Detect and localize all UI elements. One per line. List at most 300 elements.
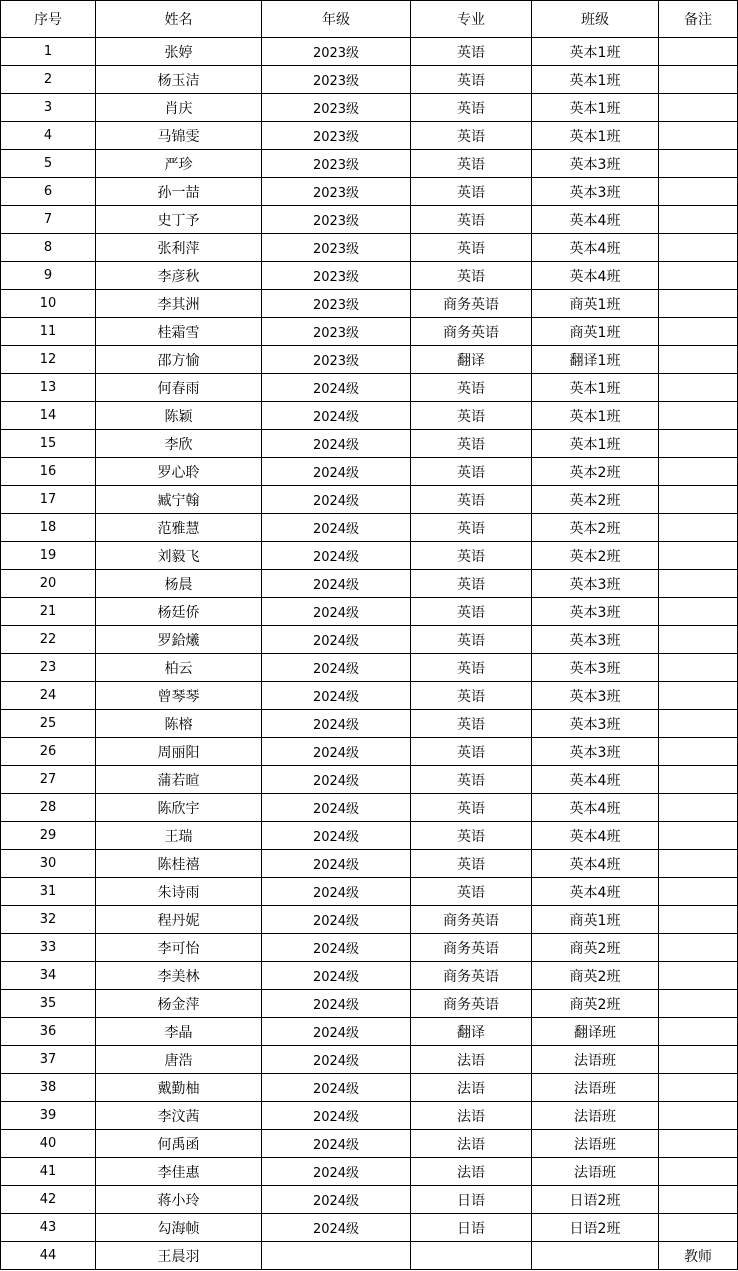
cell-name: 蒲若暄 <box>96 766 262 794</box>
header-index: 序号 <box>1 1 96 38</box>
cell-note <box>659 682 738 710</box>
cell-class: 英本1班 <box>532 38 659 66</box>
cell-major: 英语 <box>411 94 532 122</box>
cell-grade: 2024级 <box>262 794 411 822</box>
table-row <box>1 682 738 710</box>
cell-grade: 2024级 <box>262 1186 411 1214</box>
cell-index: 24 <box>1 682 96 710</box>
table-row <box>1 766 738 794</box>
cell-grade: 2023级 <box>262 262 411 290</box>
cell-name: 勾海帧 <box>96 1214 262 1242</box>
cell-index: 36 <box>1 1018 96 1046</box>
cell-class: 英本4班 <box>532 822 659 850</box>
cell-class: 商英1班 <box>532 318 659 346</box>
cell-index: 43 <box>1 1214 96 1242</box>
cell-index: 30 <box>1 850 96 878</box>
cell-name: 唐浩 <box>96 1046 262 1074</box>
cell-name: 张婷 <box>96 38 262 66</box>
cell-index: 13 <box>1 374 96 402</box>
cell-grade: 2023级 <box>262 234 411 262</box>
cell-note <box>659 962 738 990</box>
table-row <box>1 234 738 262</box>
cell-index: 10 <box>1 290 96 318</box>
cell-grade: 2024级 <box>262 374 411 402</box>
cell-grade <box>262 1242 411 1270</box>
cell-index: 17 <box>1 486 96 514</box>
cell-grade: 2024级 <box>262 822 411 850</box>
cell-grade: 2023级 <box>262 178 411 206</box>
cell-class: 英本4班 <box>532 262 659 290</box>
cell-grade: 2024级 <box>262 1130 411 1158</box>
cell-note <box>659 1074 738 1102</box>
cell-class: 英本3班 <box>532 150 659 178</box>
table-row <box>1 1158 738 1186</box>
table-row <box>1 542 738 570</box>
table-row <box>1 1046 738 1074</box>
cell-major: 法语 <box>411 1046 532 1074</box>
table-row <box>1 402 738 430</box>
cell-class: 商英1班 <box>532 290 659 318</box>
table-row <box>1 878 738 906</box>
cell-note <box>659 878 738 906</box>
cell-class: 英本3班 <box>532 626 659 654</box>
table-row <box>1 1130 738 1158</box>
cell-note <box>659 850 738 878</box>
cell-note <box>659 710 738 738</box>
table-row <box>1 94 738 122</box>
cell-grade: 2024级 <box>262 906 411 934</box>
cell-name: 陈桂禧 <box>96 850 262 878</box>
cell-grade: 2023级 <box>262 206 411 234</box>
header-class: 班级 <box>532 1 659 38</box>
cell-major: 英语 <box>411 374 532 402</box>
cell-name: 李美林 <box>96 962 262 990</box>
cell-name: 李汶茜 <box>96 1102 262 1130</box>
cell-class: 英本1班 <box>532 402 659 430</box>
table-row <box>1 850 738 878</box>
cell-major: 英语 <box>411 38 532 66</box>
cell-major: 英语 <box>411 178 532 206</box>
cell-class: 商英2班 <box>532 934 659 962</box>
cell-major: 英语 <box>411 262 532 290</box>
cell-major: 英语 <box>411 234 532 262</box>
cell-name: 杨金萍 <box>96 990 262 1018</box>
cell-name: 陈榕 <box>96 710 262 738</box>
cell-note <box>659 346 738 374</box>
cell-name: 曾琴琴 <box>96 682 262 710</box>
cell-name: 李彦秋 <box>96 262 262 290</box>
cell-index: 11 <box>1 318 96 346</box>
cell-grade: 2024级 <box>262 766 411 794</box>
cell-major: 英语 <box>411 150 532 178</box>
cell-index: 6 <box>1 178 96 206</box>
header-row <box>1 1 738 38</box>
cell-major: 英语 <box>411 122 532 150</box>
table-row <box>1 318 738 346</box>
cell-major: 法语 <box>411 1130 532 1158</box>
cell-note <box>659 150 738 178</box>
cell-class: 英本2班 <box>532 486 659 514</box>
table-row <box>1 1074 738 1102</box>
cell-major: 英语 <box>411 430 532 458</box>
table-row <box>1 262 738 290</box>
cell-class: 英本1班 <box>532 374 659 402</box>
cell-name: 李其洲 <box>96 290 262 318</box>
cell-index: 26 <box>1 738 96 766</box>
cell-index: 2 <box>1 66 96 94</box>
cell-index: 5 <box>1 150 96 178</box>
cell-name: 肖庆 <box>96 94 262 122</box>
cell-name: 杨晨 <box>96 570 262 598</box>
cell-class: 英本1班 <box>532 94 659 122</box>
cell-name: 陈颖 <box>96 402 262 430</box>
table-header <box>1 1 738 38</box>
cell-grade: 2023级 <box>262 318 411 346</box>
cell-major: 商务英语 <box>411 962 532 990</box>
table-row <box>1 710 738 738</box>
cell-grade: 2024级 <box>262 626 411 654</box>
cell-grade: 2024级 <box>262 1018 411 1046</box>
cell-grade: 2024级 <box>262 430 411 458</box>
cell-note <box>659 122 738 150</box>
cell-class: 日语2班 <box>532 1214 659 1242</box>
cell-major: 法语 <box>411 1074 532 1102</box>
table-row <box>1 934 738 962</box>
cell-grade: 2024级 <box>262 990 411 1018</box>
table-row <box>1 66 738 94</box>
cell-note <box>659 990 738 1018</box>
cell-index: 23 <box>1 654 96 682</box>
table-row <box>1 290 738 318</box>
cell-class: 英本2班 <box>532 458 659 486</box>
cell-class: 英本1班 <box>532 430 659 458</box>
table-row <box>1 990 738 1018</box>
cell-name: 孙一喆 <box>96 178 262 206</box>
cell-index: 1 <box>1 38 96 66</box>
cell-index: 31 <box>1 878 96 906</box>
cell-index: 25 <box>1 710 96 738</box>
header-name: 姓名 <box>96 1 262 38</box>
cell-name: 杨玉洁 <box>96 66 262 94</box>
cell-note <box>659 1214 738 1242</box>
cell-grade: 2024级 <box>262 654 411 682</box>
cell-name: 杨廷侨 <box>96 598 262 626</box>
cell-note <box>659 1018 738 1046</box>
table-row <box>1 598 738 626</box>
cell-grade: 2024级 <box>262 598 411 626</box>
cell-name: 李佳惠 <box>96 1158 262 1186</box>
cell-major: 英语 <box>411 850 532 878</box>
table-row <box>1 1214 738 1242</box>
cell-major: 商务英语 <box>411 990 532 1018</box>
table-row <box>1 38 738 66</box>
cell-index: 32 <box>1 906 96 934</box>
cell-name: 史丁予 <box>96 206 262 234</box>
cell-major: 英语 <box>411 542 532 570</box>
cell-grade: 2024级 <box>262 542 411 570</box>
cell-note <box>659 374 738 402</box>
table-body <box>1 38 738 1270</box>
cell-note <box>659 934 738 962</box>
cell-index: 44 <box>1 1242 96 1270</box>
table-row <box>1 514 738 542</box>
cell-grade: 2024级 <box>262 738 411 766</box>
cell-class: 英本1班 <box>532 66 659 94</box>
cell-major: 英语 <box>411 654 532 682</box>
table-row <box>1 122 738 150</box>
cell-name: 李欣 <box>96 430 262 458</box>
cell-note <box>659 1186 738 1214</box>
cell-note: 教师 <box>659 1242 738 1270</box>
cell-grade: 2024级 <box>262 1158 411 1186</box>
header-major: 专业 <box>411 1 532 38</box>
cell-note <box>659 178 738 206</box>
cell-class: 商英2班 <box>532 990 659 1018</box>
cell-note <box>659 654 738 682</box>
cell-note <box>659 458 738 486</box>
cell-grade: 2024级 <box>262 682 411 710</box>
cell-grade: 2023级 <box>262 94 411 122</box>
cell-major: 英语 <box>411 206 532 234</box>
table-row <box>1 738 738 766</box>
header-note: 备注 <box>659 1 738 38</box>
cell-major: 英语 <box>411 570 532 598</box>
cell-index: 40 <box>1 1130 96 1158</box>
cell-index: 41 <box>1 1158 96 1186</box>
cell-grade: 2024级 <box>262 514 411 542</box>
cell-name: 程丹妮 <box>96 906 262 934</box>
cell-note <box>659 1046 738 1074</box>
cell-grade: 2024级 <box>262 486 411 514</box>
table-row <box>1 570 738 598</box>
cell-index: 27 <box>1 766 96 794</box>
cell-name: 严珍 <box>96 150 262 178</box>
cell-major: 翻译 <box>411 1018 532 1046</box>
cell-class: 法语班 <box>532 1102 659 1130</box>
cell-major: 商务英语 <box>411 318 532 346</box>
cell-note <box>659 738 738 766</box>
table-row <box>1 1102 738 1130</box>
cell-class: 商英1班 <box>532 906 659 934</box>
cell-note <box>659 206 738 234</box>
cell-note <box>659 1158 738 1186</box>
cell-class: 法语班 <box>532 1046 659 1074</box>
cell-index: 4 <box>1 122 96 150</box>
cell-index: 28 <box>1 794 96 822</box>
table-row <box>1 794 738 822</box>
cell-major: 英语 <box>411 738 532 766</box>
cell-class: 日语2班 <box>532 1186 659 1214</box>
cell-class: 英本4班 <box>532 766 659 794</box>
table-row <box>1 206 738 234</box>
table-row <box>1 346 738 374</box>
cell-name: 臧宁翰 <box>96 486 262 514</box>
cell-name: 王瑞 <box>96 822 262 850</box>
cell-major: 翻译 <box>411 346 532 374</box>
cell-note <box>659 1102 738 1130</box>
cell-note <box>659 402 738 430</box>
cell-major: 英语 <box>411 710 532 738</box>
cell-major: 英语 <box>411 402 532 430</box>
cell-class: 英本3班 <box>532 682 659 710</box>
cell-grade: 2024级 <box>262 570 411 598</box>
cell-grade: 2023级 <box>262 38 411 66</box>
cell-name: 陈欣宇 <box>96 794 262 822</box>
table-row <box>1 178 738 206</box>
cell-class: 英本3班 <box>532 570 659 598</box>
table-row <box>1 822 738 850</box>
cell-major: 英语 <box>411 486 532 514</box>
cell-class: 法语班 <box>532 1158 659 1186</box>
cell-index: 15 <box>1 430 96 458</box>
cell-grade: 2024级 <box>262 878 411 906</box>
cell-class: 英本4班 <box>532 206 659 234</box>
cell-name: 李晶 <box>96 1018 262 1046</box>
cell-note <box>659 486 738 514</box>
cell-grade: 2023级 <box>262 150 411 178</box>
table-row <box>1 1018 738 1046</box>
cell-name: 桂霜雪 <box>96 318 262 346</box>
cell-grade: 2024级 <box>262 402 411 430</box>
cell-class: 英本4班 <box>532 794 659 822</box>
cell-index: 16 <box>1 458 96 486</box>
cell-name: 王晨羽 <box>96 1242 262 1270</box>
table-row <box>1 962 738 990</box>
cell-grade: 2024级 <box>262 1074 411 1102</box>
cell-note <box>659 766 738 794</box>
cell-grade: 2023级 <box>262 122 411 150</box>
cell-index: 14 <box>1 402 96 430</box>
cell-index: 38 <box>1 1074 96 1102</box>
cell-note <box>659 38 738 66</box>
cell-name: 李可怡 <box>96 934 262 962</box>
cell-note <box>659 290 738 318</box>
cell-index: 42 <box>1 1186 96 1214</box>
cell-index: 7 <box>1 206 96 234</box>
table-row <box>1 1186 738 1214</box>
cell-major: 英语 <box>411 458 532 486</box>
table-row <box>1 374 738 402</box>
cell-note <box>659 66 738 94</box>
cell-class: 英本3班 <box>532 178 659 206</box>
cell-note <box>659 514 738 542</box>
cell-class <box>532 1242 659 1270</box>
cell-grade: 2023级 <box>262 66 411 94</box>
cell-class: 英本2班 <box>532 514 659 542</box>
cell-index: 29 <box>1 822 96 850</box>
cell-grade: 2024级 <box>262 1102 411 1130</box>
cell-major: 英语 <box>411 626 532 654</box>
table-row <box>1 1242 738 1270</box>
cell-major: 英语 <box>411 766 532 794</box>
cell-major: 英语 <box>411 878 532 906</box>
cell-note <box>659 542 738 570</box>
cell-class: 英本1班 <box>532 122 659 150</box>
cell-major: 英语 <box>411 598 532 626</box>
cell-index: 33 <box>1 934 96 962</box>
cell-index: 9 <box>1 262 96 290</box>
cell-index: 35 <box>1 990 96 1018</box>
cell-major <box>411 1242 532 1270</box>
cell-name: 何禹函 <box>96 1130 262 1158</box>
cell-major: 商务英语 <box>411 290 532 318</box>
cell-index: 21 <box>1 598 96 626</box>
cell-name: 罗心聆 <box>96 458 262 486</box>
cell-note <box>659 570 738 598</box>
cell-note <box>659 430 738 458</box>
header-grade: 年级 <box>262 1 411 38</box>
cell-index: 8 <box>1 234 96 262</box>
cell-name: 罗鉿爔 <box>96 626 262 654</box>
table-row <box>1 906 738 934</box>
cell-name: 张利萍 <box>96 234 262 262</box>
cell-grade: 2023级 <box>262 290 411 318</box>
cell-major: 法语 <box>411 1102 532 1130</box>
cell-major: 英语 <box>411 66 532 94</box>
cell-major: 英语 <box>411 794 532 822</box>
cell-major: 商务英语 <box>411 934 532 962</box>
cell-class: 翻译1班 <box>532 346 659 374</box>
cell-major: 日语 <box>411 1214 532 1242</box>
cell-grade: 2024级 <box>262 934 411 962</box>
cell-class: 商英2班 <box>532 962 659 990</box>
cell-index: 18 <box>1 514 96 542</box>
cell-index: 20 <box>1 570 96 598</box>
table-row <box>1 626 738 654</box>
cell-grade: 2024级 <box>262 1214 411 1242</box>
cell-note <box>659 262 738 290</box>
cell-note <box>659 234 738 262</box>
cell-major: 日语 <box>411 1186 532 1214</box>
cell-grade: 2024级 <box>262 458 411 486</box>
cell-class: 英本4班 <box>532 234 659 262</box>
cell-note <box>659 794 738 822</box>
cell-grade: 2024级 <box>262 962 411 990</box>
cell-index: 39 <box>1 1102 96 1130</box>
cell-class: 英本3班 <box>532 710 659 738</box>
cell-name: 朱诗雨 <box>96 878 262 906</box>
table-row <box>1 430 738 458</box>
cell-note <box>659 318 738 346</box>
table-row <box>1 458 738 486</box>
cell-class: 翻译班 <box>532 1018 659 1046</box>
cell-index: 12 <box>1 346 96 374</box>
cell-class: 法语班 <box>532 1074 659 1102</box>
cell-index: 34 <box>1 962 96 990</box>
cell-note <box>659 626 738 654</box>
cell-grade: 2024级 <box>262 850 411 878</box>
cell-name: 柏云 <box>96 654 262 682</box>
cell-major: 英语 <box>411 822 532 850</box>
cell-class: 英本3班 <box>532 598 659 626</box>
cell-note <box>659 822 738 850</box>
cell-note <box>659 94 738 122</box>
cell-major: 英语 <box>411 682 532 710</box>
cell-major: 法语 <box>411 1158 532 1186</box>
table-row <box>1 150 738 178</box>
cell-name: 戴勤柚 <box>96 1074 262 1102</box>
cell-major: 英语 <box>411 514 532 542</box>
table-row <box>1 486 738 514</box>
cell-grade: 2023级 <box>262 346 411 374</box>
cell-index: 22 <box>1 626 96 654</box>
cell-class: 英本4班 <box>532 878 659 906</box>
cell-name: 刘毅飞 <box>96 542 262 570</box>
cell-grade: 2024级 <box>262 710 411 738</box>
cell-name: 范雅慧 <box>96 514 262 542</box>
cell-class: 英本3班 <box>532 738 659 766</box>
cell-class: 英本3班 <box>532 654 659 682</box>
